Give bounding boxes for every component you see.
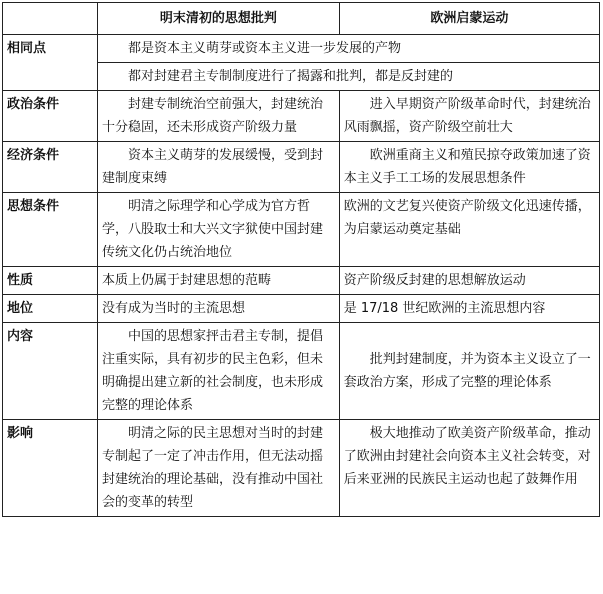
cell-economic-ming: 资本主义萌芽的发展缓慢，受到封建制度束缚: [98, 142, 340, 193]
cell-political-europe: 进入早期资产阶级革命时代，封建统治风雨飘摇，资产阶级空前壮大: [339, 91, 599, 142]
row-content: [3, 323, 600, 420]
same-line-1: 都是资本主义萌芽或资本主义进一步发展的产物: [98, 35, 600, 63]
cell-ideology-ming: 明清之际理学和心学成为官方哲学，八股取士和大兴文字狱使中国封建传统文化仍占统治地位: [98, 193, 340, 267]
cell-status-ming: 没有成为当时的主流思想: [98, 295, 340, 323]
row-label-economic: 经济条件: [3, 142, 98, 193]
row-economic: [3, 142, 600, 193]
cell-influence-ming: 明清之际的民主思想对当时的封建专制起了一定了冲击作用，但无法动摇封建统治的理论基础，没有推动中国社会的变革的转型: [98, 420, 340, 517]
row-nature: [3, 267, 600, 295]
row-label-nature: 性质: [3, 267, 98, 295]
same-line-2: 都对封建君主专制制度进行了揭露和批判，都是反封建的: [98, 63, 600, 91]
cell-content-europe: 批判封建制度，并为资本主义设立了一套政治方案，形成了完整的理论体系: [339, 323, 599, 420]
cell-nature-europe: 资产阶级反封建的思想解放运动: [339, 267, 599, 295]
header-enlightenment: 欧洲启蒙运动: [339, 3, 599, 35]
cell-status-europe: 是 17/18 世纪欧洲的主流思想内容: [339, 295, 599, 323]
row-label-political: 政治条件: [3, 91, 98, 142]
row-political: [3, 91, 600, 142]
row-influence: [3, 420, 600, 517]
cell-economic-europe: 欧洲重商主义和殖民掠夺政策加速了资本主义手工工场的发展思想条件: [339, 142, 599, 193]
cell-ideology-europe: 欧洲的文艺复兴使资产阶级文化迅速传播，为启蒙运动奠定基础: [339, 193, 599, 267]
row-ideology: [3, 193, 600, 267]
cell-influence-europe: 极大地推动了欧美资产阶级革命，推动了欧洲由封建社会向资本主义社会转变，对后来亚洲的民族民主运动也起了鼓舞作用: [339, 420, 599, 517]
comparison-table: [2, 2, 600, 517]
row-label-status: 地位: [3, 295, 98, 323]
header-ming-qing: 明末清初的思想批判: [98, 3, 340, 35]
cell-nature-ming: 本质上仍属于封建思想的范畴: [98, 267, 340, 295]
cell-political-ming: 封建专制统治空前强大，封建统治十分稳固，还未形成资产阶级力量: [98, 91, 340, 142]
row-label-influence: 影响: [3, 420, 98, 517]
cell-content-ming: 中国的思想家抨击君主专制，提倡注重实际，具有初步的民主色彩，但未明确提出建立新的社会制度，也未形成完整的理论体系: [98, 323, 340, 420]
row-status: [3, 295, 600, 323]
header-blank: [3, 3, 98, 35]
row-label-same: 相同点: [3, 35, 98, 91]
row-label-content: 内容: [3, 323, 98, 420]
header-row: [3, 3, 600, 35]
same-row-1: [3, 35, 600, 63]
row-label-ideology: 思想条件: [3, 193, 98, 267]
